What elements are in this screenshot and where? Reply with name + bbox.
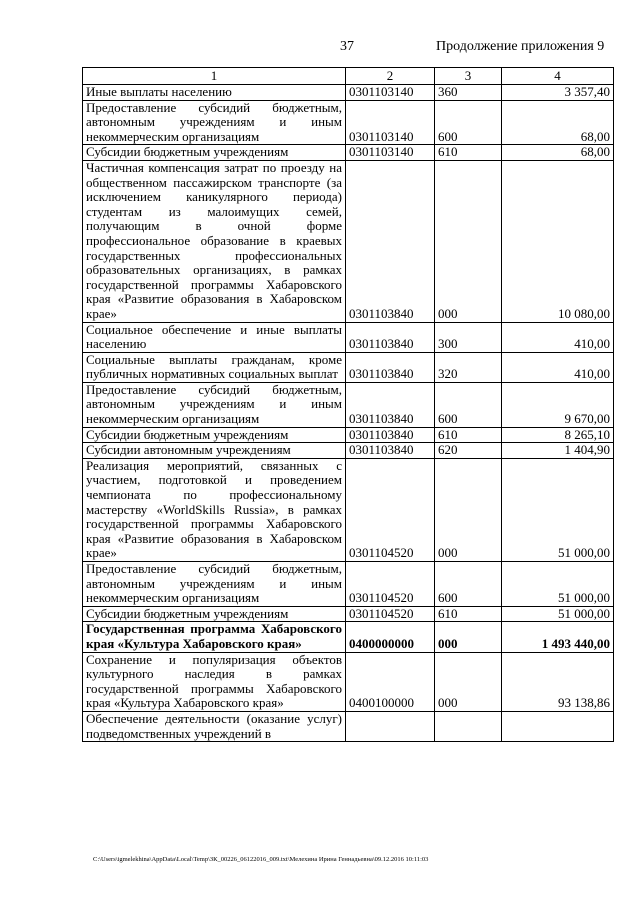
table-row: [83, 100, 614, 145]
row-name: Частичная компенсация затрат по проезду на общественном пассажирском транспорте (за исключением каникулярного периода) студентам из малоимущих семей, получающим в очной форме профессиональное образование в краевых государственных профессиональных образовательных организациях, в рамках государственной программы Хабаровского края «Развитие образования в Хабаровском крае»: [83, 160, 346, 322]
row-name: Субсидии бюджетным учреждениям: [83, 606, 346, 622]
row-name: Субсидии бюджетным учреждениям: [83, 427, 346, 443]
row-name: Предоставление субсидий бюджетным, автономным учреждениям и иным некоммерческим организациям: [83, 100, 346, 145]
row-sum: 51 000,00: [502, 562, 614, 607]
table-row: [83, 160, 614, 322]
row-code: 0400100000: [346, 652, 435, 711]
table-row: [83, 352, 614, 382]
row-name: Социальное обеспечение и иные выплаты населению: [83, 322, 346, 352]
page-number: 37: [340, 39, 354, 54]
row-type: 320: [435, 352, 502, 382]
row-name: Иные выплаты населению: [83, 85, 346, 101]
row-code: [346, 711, 435, 741]
row-sum: 9 670,00: [502, 382, 614, 427]
row-name: Субсидии бюджетным учреждениям: [83, 145, 346, 161]
row-type: 000: [435, 160, 502, 322]
table-row: [83, 652, 614, 711]
row-code: 0301103840: [346, 322, 435, 352]
table-row: [83, 562, 614, 607]
row-code: 0301103840: [346, 443, 435, 459]
row-name: Государственная программа Хабаровского края «Культура Хабаровского края»: [83, 622, 346, 652]
row-code: 0400000000: [346, 622, 435, 652]
row-type: 610: [435, 427, 502, 443]
budget-table: [82, 67, 614, 742]
row-sum: 410,00: [502, 322, 614, 352]
page-caption: Продолжение приложения 9: [436, 39, 605, 54]
row-sum: 10 080,00: [502, 160, 614, 322]
row-type: 610: [435, 145, 502, 161]
row-type: 000: [435, 622, 502, 652]
row-code: 0301103140: [346, 100, 435, 145]
row-sum: 51 000,00: [502, 606, 614, 622]
table-row: [83, 382, 614, 427]
row-name: Сохранение и популяризация объектов культурного наследия в рамках государственной программы Хабаровского края «Культура Хабаровского края»: [83, 652, 346, 711]
row-name: Предоставление субсидий бюджетным, автономным учреждениям и иным некоммерческим организациям: [83, 382, 346, 427]
row-sum: 68,00: [502, 145, 614, 161]
row-sum: [502, 711, 614, 741]
row-sum: 51 000,00: [502, 458, 614, 561]
table-row: [83, 85, 614, 101]
column-header: 2: [346, 68, 435, 85]
row-code: 0301103140: [346, 145, 435, 161]
table-row: [83, 458, 614, 561]
table-header-row: [83, 68, 614, 85]
row-sum: 93 138,86: [502, 652, 614, 711]
row-sum: 1 493 440,00: [502, 622, 614, 652]
table-row: [83, 427, 614, 443]
row-type: 600: [435, 382, 502, 427]
row-type: 300: [435, 322, 502, 352]
row-code: 0301104520: [346, 562, 435, 607]
row-type: 620: [435, 443, 502, 459]
row-code: 0301104520: [346, 458, 435, 561]
row-name: Предоставление субсидий бюджетным, автономным учреждениям и иным некоммерческим организациям: [83, 562, 346, 607]
row-type: 600: [435, 100, 502, 145]
row-code: 0301104520: [346, 606, 435, 622]
row-sum: 410,00: [502, 352, 614, 382]
table-row-program: [83, 622, 614, 652]
footer-file-path: C:\Users\igmelekhina\AppData\Local\Temp\ЗК_00226_06122016_009.txt\Мелехина Ирина Геннадьевна\09.12.2016 10:11:03: [93, 856, 429, 863]
row-code: 0301103840: [346, 160, 435, 322]
row-code: 0301103840: [346, 352, 435, 382]
column-header: 4: [502, 68, 614, 85]
table-row: [83, 322, 614, 352]
row-type: 600: [435, 562, 502, 607]
row-type: [435, 711, 502, 741]
column-header: 1: [83, 68, 346, 85]
row-name: Обеспечение деятельности (оказание услуг) подведомственных учреждений в: [83, 711, 346, 741]
row-sum: 8 265,10: [502, 427, 614, 443]
row-type: 610: [435, 606, 502, 622]
row-name: Субсидии автономным учреждениям: [83, 443, 346, 459]
row-sum: 1 404,90: [502, 443, 614, 459]
row-type: 360: [435, 85, 502, 101]
row-name: Социальные выплаты гражданам, кроме публичных нормативных социальных выплат: [83, 352, 346, 382]
row-code: 0301103840: [346, 382, 435, 427]
row-code: 0301103140: [346, 85, 435, 101]
table-row: [83, 606, 614, 622]
table-row-continued: [83, 711, 614, 741]
row-type: 000: [435, 458, 502, 561]
table-row: [83, 145, 614, 161]
row-sum: 3 357,40: [502, 85, 614, 101]
column-header: 3: [435, 68, 502, 85]
row-name: Реализация мероприятий, связанных с участием, подготовкой и проведением чемпионата по профессиональному мастерству «WorldSkills Russia», в рамках государственной программы Хабаровского края «Развитие образования в Хабаровском крае»: [83, 458, 346, 561]
table-row: [83, 443, 614, 459]
row-code: 0301103840: [346, 427, 435, 443]
row-sum: 68,00: [502, 100, 614, 145]
row-type: 000: [435, 652, 502, 711]
